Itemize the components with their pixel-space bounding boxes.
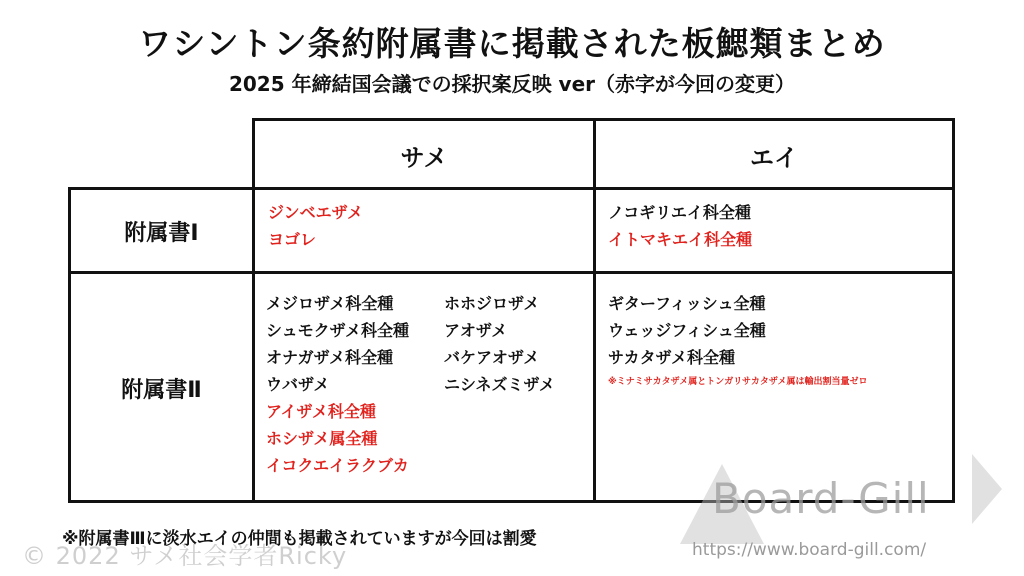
appendix-2-shark-list-col1 (266, 290, 409, 479)
ray-export-note: ※ミナミサカタザメ属とトンガリサカタザメ属は輸出割当量ゼロ (608, 377, 868, 387)
table-divider-label (252, 118, 255, 503)
table-border-row1 (68, 271, 955, 274)
species-item: ジンベエザメ (268, 203, 363, 222)
appendix-1-shark-list (268, 199, 363, 253)
watermark-brand: Board-Gill (712, 474, 930, 523)
species-item: イトマキエイ科全種 (608, 230, 753, 249)
species-item: ウェッジフィシュ全種 (608, 321, 766, 340)
watermark-copyright: © 2022 サメ社会学者Ricky (22, 542, 348, 570)
page-title: ワシントン条約附属書に掲載された板鰓類まとめ (138, 24, 886, 63)
species-item: メジロザメ科全種 (266, 294, 394, 313)
watermark-url: https://www.board-gill.com/ (692, 540, 927, 560)
page-subtitle: 2025 年締結国会議での採択案反映 ver（赤字が今回の変更） (228, 72, 796, 96)
appendix-1-ray-list (608, 199, 752, 253)
species-item: サカタザメ科全種 (608, 348, 736, 367)
species-item: イコクエイラクブカ (266, 456, 409, 475)
species-item: アオザメ (444, 321, 508, 340)
species-item: ギターフィッシュ全種 (608, 294, 766, 313)
row-label-appendix-2: 附属書Ⅱ (121, 378, 202, 403)
header-ray: エイ (750, 144, 798, 172)
species-item: アイザメ科全種 (266, 402, 376, 421)
row-label-appendix-1: 附属書Ⅰ (124, 221, 199, 246)
header-shark: サメ (400, 144, 448, 172)
table-border-top (252, 118, 955, 121)
footnote: ※附属書Ⅲに淡水エイの仲間も掲載されていますが今回は割愛 (62, 529, 537, 549)
appendix-2-ray-list (608, 290, 766, 371)
table-divider-shark-ray (593, 118, 596, 503)
species-item: オナガザメ科全種 (266, 348, 394, 367)
species-item: ヨゴレ (268, 230, 317, 249)
species-item: ノコギリエイ科全種 (608, 203, 751, 222)
appendix-2-shark-list-col2 (444, 290, 555, 398)
species-item: バケアオザメ (444, 348, 540, 367)
species-item: シュモクザメ科全種 (266, 321, 410, 340)
species-item: ホホジロザメ (444, 294, 540, 313)
species-item: ニシネズミザメ (444, 375, 555, 394)
table-border-header (68, 187, 955, 190)
species-item: ホシザメ属全種 (266, 429, 378, 448)
species-item: ウバザメ (266, 375, 330, 394)
